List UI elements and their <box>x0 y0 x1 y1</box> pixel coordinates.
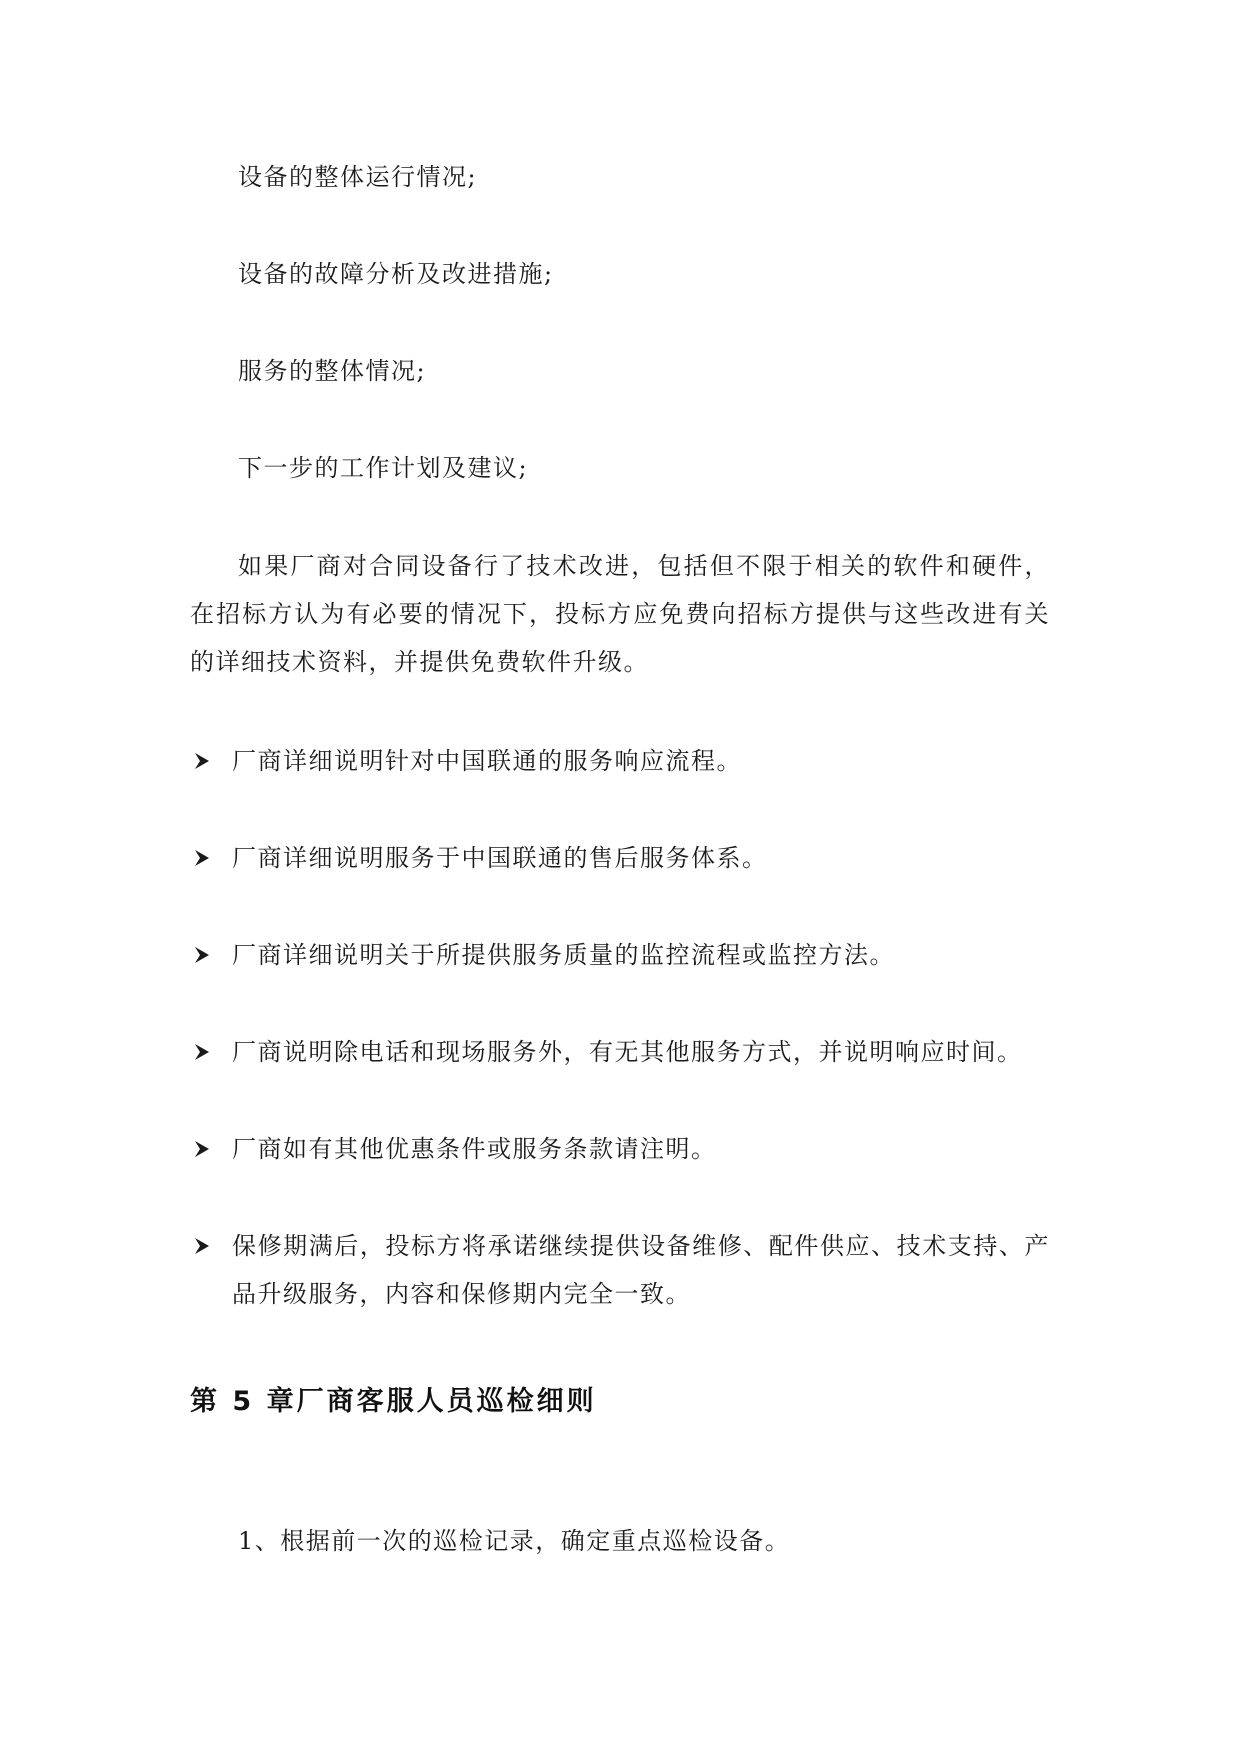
arrowhead-bullet-icon <box>190 940 214 970</box>
bullet-text-post-warranty: 保修期满后，投标方将承诺继续提供设备维修、配件供应、技术支持、产品升级服务，内容和保修期内完全一致。 <box>232 1232 1050 1308</box>
arrowhead-bullet-icon <box>190 746 214 776</box>
list-item-overall-operation: 设备的整体运行情况; <box>238 163 478 191</box>
list-item-next-steps: 下一步的工作计划及建议; <box>238 454 529 482</box>
bullet-text-preferential-terms: 厂商如有其他优惠条件或服务条款请注明。 <box>232 1135 717 1163</box>
arrowhead-bullet-icon <box>190 1134 214 1164</box>
chapter-heading: 第 5 章厂商客服人员巡检细则 <box>190 1386 597 1417</box>
arrowhead-bullet-icon <box>190 1037 214 1067</box>
list-item-fault-analysis: 设备的故障分析及改进措施; <box>238 260 554 288</box>
numbered-item: 1、根据前一次的巡检记录，确定重点巡检设备。 <box>238 1527 791 1555</box>
arrowhead-bullet-icon <box>190 843 214 873</box>
arrowhead-bullet-icon <box>190 1231 214 1261</box>
bullet-text-quality-monitoring: 厂商详细说明关于所提供服务质量的监控流程或监控方法。 <box>232 941 895 969</box>
tech-improvement-paragraph: 如果厂商对合同设备行了技术改进，包括但不限于相关的软件和硬件，在招标方认为有必要的情况下，投标方应免费向招标方提供与这些改进有关的详细技术资料，并提供免费软件升级。 <box>190 552 1050 676</box>
bullet-text-response-process: 厂商详细说明针对中国联通的服务响应流程。 <box>232 747 742 775</box>
bullet-text-other-service-methods: 厂商说明除电话和现场服务外，有无其他服务方式，并说明响应时间。 <box>232 1038 1023 1066</box>
bullet-text-after-sales-system: 厂商详细说明服务于中国联通的售后服务体系。 <box>232 844 768 872</box>
list-item-service-overview: 服务的整体情况; <box>238 357 427 385</box>
